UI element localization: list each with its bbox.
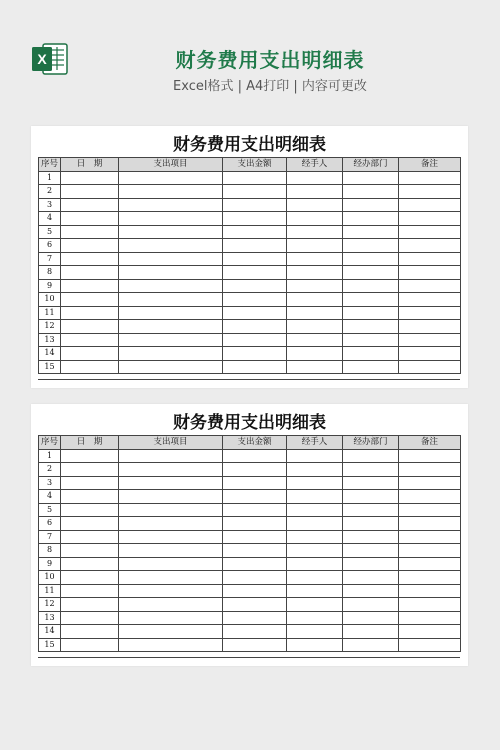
table-cell [399,198,461,212]
table-cell [223,571,287,585]
table-row [39,517,461,531]
table-cell [399,185,461,199]
table-row [39,306,461,320]
table-cell [399,252,461,266]
table-cell [223,544,287,558]
table-cell [287,360,343,374]
table-row [39,171,461,185]
row-number: 12 [39,320,61,334]
column-header: 序号 [39,436,61,450]
table-cell [119,212,223,226]
table-cell [343,252,399,266]
table-cell [223,306,287,320]
table-cell [399,225,461,239]
column-header: 日 期 [61,158,119,172]
table-row [39,320,461,334]
table-row [39,598,461,612]
table-cell [61,198,119,212]
row-number: 11 [39,584,61,598]
column-header: 经手人 [287,158,343,172]
row-number: 13 [39,611,61,625]
table-cell [399,584,461,598]
table-cell [287,598,343,612]
column-header: 日 期 [61,436,119,450]
table-cell [61,171,119,185]
table-cell [119,544,223,558]
table-cell [399,449,461,463]
table-cell [343,598,399,612]
column-header: 经手人 [287,436,343,450]
table-cell [61,530,119,544]
table-cell [223,517,287,531]
table-cell [399,638,461,652]
table-cell [399,503,461,517]
table-cell [399,212,461,226]
table-cell [287,584,343,598]
table-row [39,333,461,347]
table-cell [343,463,399,477]
table-cell [61,490,119,504]
page-header [0,0,500,115]
table-cell [119,517,223,531]
table-cell [343,185,399,199]
column-header: 经办部门 [343,158,399,172]
table-cell [223,347,287,361]
table-row [39,293,461,307]
table-cell [119,306,223,320]
table-cell [399,476,461,490]
table-row [39,611,461,625]
table-cell [343,544,399,558]
row-number: 3 [39,198,61,212]
row-number: 15 [39,360,61,374]
table-cell [287,571,343,585]
table-cell [399,530,461,544]
table-cell [287,347,343,361]
table-cell [399,171,461,185]
table-cell [61,571,119,585]
column-header: 支出金额 [223,436,287,450]
table-cell [343,293,399,307]
table-cell [61,320,119,334]
table-cell [223,598,287,612]
table-cell [399,347,461,361]
table-cell [343,239,399,253]
table-cell [119,449,223,463]
table-cell [343,171,399,185]
table-cell [399,490,461,504]
table-row [39,571,461,585]
row-number: 2 [39,185,61,199]
table-row [39,530,461,544]
table-cell [343,360,399,374]
table-row [39,239,461,253]
row-number: 7 [39,252,61,266]
table-cell [223,360,287,374]
table-cell [399,625,461,639]
sheet-title: 财务费用支出明细表 [173,135,326,155]
table-cell [119,320,223,334]
table-cell [343,625,399,639]
table-cell [61,598,119,612]
table-cut-row [38,657,460,659]
table-cell [119,198,223,212]
row-number: 6 [39,517,61,531]
table-row [39,463,461,477]
table-cell [119,266,223,280]
table-cell [343,490,399,504]
table-cell [119,625,223,639]
table-cell [343,320,399,334]
table-cell [223,239,287,253]
table-row [39,557,461,571]
table-cell [119,476,223,490]
row-number: 13 [39,333,61,347]
table-cell [399,463,461,477]
table-cell [61,449,119,463]
table-row [39,360,461,374]
table-cell [343,557,399,571]
table-cell [119,185,223,199]
row-number: 10 [39,571,61,585]
column-header: 支出金额 [223,158,287,172]
table-cell [119,503,223,517]
row-number: 15 [39,638,61,652]
table-cell [343,225,399,239]
table-row [39,266,461,280]
table-cell [223,449,287,463]
column-header: 经办部门 [343,436,399,450]
table-cell [223,638,287,652]
table-row [39,625,461,639]
page-subtitle: Excel格式 | A4打印 | 内容可更改 [173,79,367,94]
row-number: 4 [39,490,61,504]
table-cell [399,333,461,347]
table-cell [61,476,119,490]
table-cell [287,476,343,490]
table-cell [119,347,223,361]
table-cell [287,490,343,504]
table-cell [61,503,119,517]
table-cell [223,476,287,490]
row-number: 5 [39,225,61,239]
row-number: 4 [39,212,61,226]
table-cell [343,476,399,490]
table-cell [119,171,223,185]
table-cell [223,503,287,517]
table-cell [223,252,287,266]
table-cell [223,333,287,347]
table-cell [223,320,287,334]
table-cell [119,611,223,625]
row-number: 7 [39,530,61,544]
table-cell [119,225,223,239]
sheet-title: 财务费用支出明细表 [173,413,326,433]
table-cell [287,239,343,253]
row-number: 9 [39,557,61,571]
table-cell [343,279,399,293]
table-header-row [39,436,461,450]
table-cell [287,279,343,293]
table-cell [119,239,223,253]
table-cell [287,306,343,320]
row-number: 10 [39,293,61,307]
table-row [39,544,461,558]
table-row [39,449,461,463]
table-cell [119,463,223,477]
table-cell [223,171,287,185]
table-cell [287,293,343,307]
table-row [39,279,461,293]
table-cell [399,598,461,612]
table-cell [119,333,223,347]
table-cell [343,584,399,598]
table-cell [61,517,119,531]
table-cell [287,266,343,280]
row-number: 14 [39,625,61,639]
table-cell [287,185,343,199]
table-cell [61,266,119,280]
table-cell [399,306,461,320]
table-cell [61,638,119,652]
table-cell [61,212,119,226]
row-number: 1 [39,449,61,463]
table-cell [223,266,287,280]
table-cell [287,544,343,558]
table-cell [343,571,399,585]
table-row [39,198,461,212]
row-number: 14 [39,347,61,361]
table-cell [399,517,461,531]
table-row [39,212,461,226]
table-cell [61,293,119,307]
table-row [39,476,461,490]
table-cell [343,333,399,347]
table-cell [287,171,343,185]
table-cell [61,185,119,199]
table-cell [223,293,287,307]
table-cell [287,503,343,517]
column-header: 支出项目 [119,158,223,172]
table-row [39,225,461,239]
table-cell [223,490,287,504]
table-cell [223,198,287,212]
table-cell [287,449,343,463]
row-number: 12 [39,598,61,612]
table-cell [343,517,399,531]
table-cut-row [38,379,460,381]
table-cell [399,266,461,280]
table-row [39,503,461,517]
table-cell [343,212,399,226]
table-cell [343,266,399,280]
table-cell [287,252,343,266]
table-cell [399,611,461,625]
table-cell [223,185,287,199]
column-header: 备注 [399,158,461,172]
table-cell [343,638,399,652]
excel-icon [31,42,69,76]
table-cell [223,611,287,625]
table-cell [287,463,343,477]
table-row [39,347,461,361]
table-cell [119,360,223,374]
table-cell [399,544,461,558]
table-cell [399,293,461,307]
table-cell [343,306,399,320]
table-cell [343,198,399,212]
table-cell [287,517,343,531]
table-cell [287,225,343,239]
table-cell [343,449,399,463]
table-cell [399,557,461,571]
table-cell [61,279,119,293]
table-cell [61,625,119,639]
table-cell [61,584,119,598]
table-cell [223,212,287,226]
table-cell [287,212,343,226]
expense-table [38,435,461,652]
table-cell [61,611,119,625]
table-cell [343,611,399,625]
table-cell [399,360,461,374]
table-cell [61,557,119,571]
row-number: 3 [39,476,61,490]
table-cell [223,584,287,598]
table-cell [343,530,399,544]
table-header-row [39,158,461,172]
table-cell [119,557,223,571]
row-number: 8 [39,544,61,558]
table-cell [287,530,343,544]
table-cell [119,598,223,612]
table-cell [399,279,461,293]
table-cell [287,557,343,571]
table-cell [61,306,119,320]
table-cell [287,625,343,639]
table-cell [119,490,223,504]
row-number: 1 [39,171,61,185]
table-row [39,584,461,598]
table-cell [61,360,119,374]
table-cell [119,252,223,266]
table-cell [399,320,461,334]
table-cell [223,225,287,239]
page-title: 财务费用支出明细表 [175,48,365,72]
table-row [39,252,461,266]
table-cell [61,347,119,361]
table-cell [399,571,461,585]
column-header: 支出项目 [119,436,223,450]
table-cell [119,293,223,307]
table-cell [223,530,287,544]
table-row [39,185,461,199]
sheet-preview [31,126,468,388]
row-number: 5 [39,503,61,517]
table-cell [223,625,287,639]
table-cell [223,463,287,477]
table-cell [119,638,223,652]
table-cell [61,225,119,239]
table-cell [119,571,223,585]
table-cell [343,347,399,361]
table-cell [343,503,399,517]
table-row [39,490,461,504]
table-cell [223,557,287,571]
table-cell [287,333,343,347]
table-cell [61,463,119,477]
row-number: 6 [39,239,61,253]
expense-table [38,157,461,374]
column-header: 序号 [39,158,61,172]
row-number: 2 [39,463,61,477]
table-cell [119,279,223,293]
table-cell [287,320,343,334]
table-cell [287,611,343,625]
table-cell [287,638,343,652]
table-cell [287,198,343,212]
table-cell [61,544,119,558]
table-row [39,638,461,652]
column-header: 备注 [399,436,461,450]
table-cell [399,239,461,253]
sheet-preview [31,404,468,666]
table-cell [223,279,287,293]
row-number: 8 [39,266,61,280]
svg-text:X: X [37,51,47,67]
table-cell [61,333,119,347]
table-cell [119,530,223,544]
row-number: 9 [39,279,61,293]
table-cell [61,252,119,266]
table-cell [119,584,223,598]
row-number: 11 [39,306,61,320]
table-cell [61,239,119,253]
